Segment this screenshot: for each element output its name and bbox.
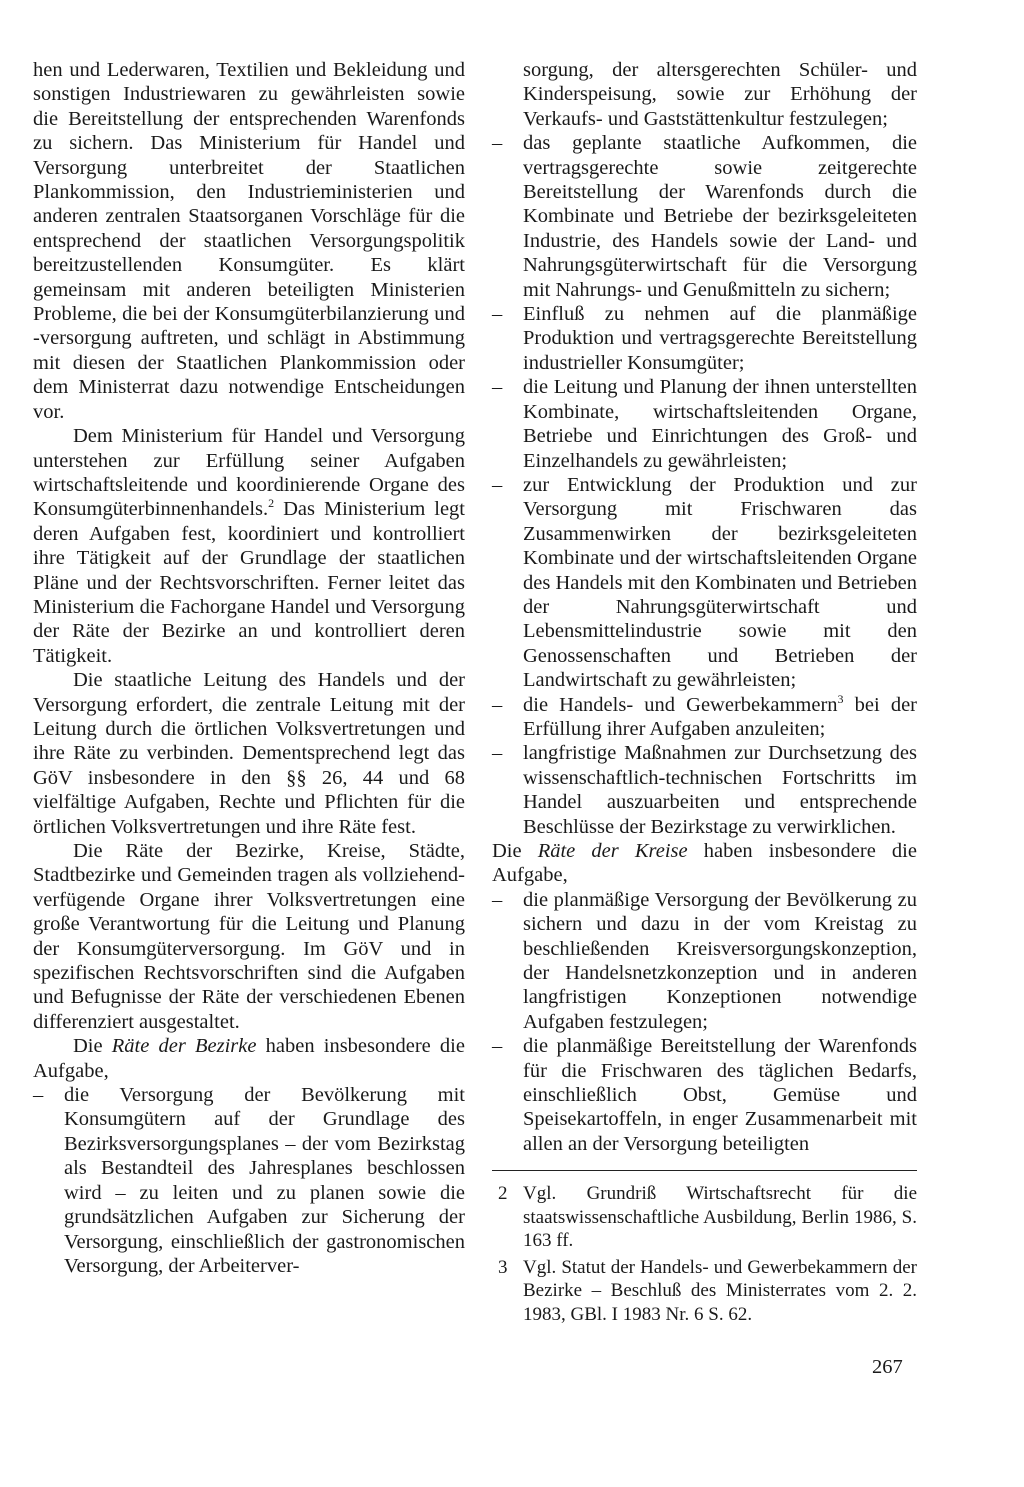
paragraph-text: Dem Ministerium für Handel und Versorgung unterstehen zur Erfüllung seiner Aufgaben wirtschaftsleitende und koordinierende Organe des Konsumgüterbinnenhandels.: [33, 425, 465, 521]
list-item: [492, 131, 917, 302]
dash-marker: –: [492, 303, 503, 326]
list-item-text: die planmäßige Bereitstellung der Warenfonds für die Frischwaren des täglichen Bedarfs, einschließlich Obst, Gemüse und Speisekartoffeln, in enger Zusammenarbeit mit allen an der Versorgung beteiligten: [523, 1035, 917, 1155]
footnote-text: Vgl. Statut der Handels- und Gewerbekammern der Bezirke – Beschluß des Ministerrates vom 2. 2. 1983, GBl. I 1983 Nr. 6 S. 62.: [523, 1256, 917, 1325]
footnote: [492, 1256, 917, 1327]
footnote-separator: [492, 1170, 917, 1171]
footnote: [492, 1182, 917, 1253]
dash-marker: –: [492, 132, 503, 155]
paragraph: [33, 1034, 465, 1083]
dash-marker: –: [492, 1035, 503, 1058]
paragraph-text: Das Ministerium legt deren Aufgaben fest, koordiniert und kontrolliert ihre Tätigkeit auf der Grundlage der staatlichen Pläne und der Rechtsvorschriften. Ferner leitet das Ministerium die Fachorgane Handel und Versorgung der Räte der Bezirke an und kontrolliert deren Tätigkeit.: [33, 498, 465, 667]
list-item-text: die Versorgung der Bevölkerung mit Konsumgütern auf der Grundlage des Bezirksversorgungsplanes – der vom Bezirkstag als Bestandteil des Jahresplanes beschlossen wird – zu leiten und zu planen sowie die grundsätzlichen Aufgaben zur Sicherung der Versorgung, einschließlich der gastronomischen Versorgung, der Arbeiterver-: [64, 1084, 465, 1277]
footnote-ref: 2: [268, 496, 275, 511]
dash-marker: –: [33, 1084, 44, 1107]
emphasis: Räte der Kreise: [537, 840, 688, 862]
list-item-text: sorgung, der altersgerechten Schüler- und Kinderspeisung, sowie zur Erhöhung der Verkaufs- und Gaststättenkultur festzulegen;: [523, 59, 917, 130]
paragraph: [33, 424, 465, 668]
list-item-text: langfristige Maßnahmen zur Durchsetzung des wissenschaftlich-technischen Fortschritts im Handel auszuarbeiten und entsprechende Beschlüsse der Bezirkstage zu verwirklichen.: [523, 742, 917, 838]
dash-marker: –: [492, 742, 503, 765]
dash-marker: –: [492, 693, 503, 716]
list-item-text: zur Entwicklung der Produktion und zur Versorgung mit Frischwaren das Zusammenwirken der bezirksgeleiteten Kombinate und der wirtschaftsleitenden Organe des Handels mit den Kombinaten und Betrieben der Nahrungsgüterwirtschaft und Lebensmittelindustrie sowie mit den Genossenschaften und Betrieben der Landwirtschaft zu gewährleisten;: [523, 473, 917, 692]
list-item-text: das geplante staatliche Aufkommen, die vertragsgerechte sowie zeitgerechte Bereitstellung der Warenfonds durch die Kombinate und Betriebe der bezirksgeleiteten Industrie, des Handels sowie der Land- und Nahrungsgüterwirtschaft für die Versorgung mit Nahrungs- und Genußmitteln zu sichern;: [523, 132, 917, 301]
list-item-text: die Leitung und Planung der ihnen unterstellten Kombinate, wirtschaftsleitenden Organe, Betriebe und Einrichtungen des Groß- und Einzelhandels zu gewährleisten;: [523, 376, 917, 472]
right-column: [492, 58, 917, 1329]
footnote-number: 2: [498, 1183, 508, 1205]
dash-marker: –: [492, 473, 503, 496]
list-item-continuation: [492, 58, 917, 131]
page-number: 267: [872, 1356, 903, 1378]
list-item: [492, 302, 917, 375]
list-item-text: die planmäßige Versorgung der Bevölkerung zu sichern und dazu in der vom Kreistag zu beschließenden Kreisversorgungskonzeption, der Handelsnetzkonzeption und in anderen langfristigen Konzeptionen notwendige Aufgaben festzulegen;: [523, 888, 917, 1033]
list-item: [492, 473, 917, 693]
list-item-text: Einfluß zu nehmen auf die planmäßige Produktion und vertragsgerechte Bereitstellung industrieller Konsumgüter;: [523, 303, 917, 374]
paragraph-text: haben insbesondere die Aufgabe,: [33, 1035, 465, 1082]
list-item: [492, 693, 917, 742]
emphasis: Räte der Bezirke: [111, 1035, 257, 1058]
dash-marker: –: [492, 888, 503, 911]
list-item: [492, 375, 917, 473]
paragraph: Die staatliche Leitung des Handels und der Versorgung erfordert, die zentrale Leitung mit der Leitung durch die örtlichen Volksvertretungen und ihre Räte zu verbinden. Dementsprechend legt das GöV insbesondere in den §§ 26, 44 und 68 vielfältige Aufgaben, Rechte und Pflichten für die örtlichen Volksvertretungen und ihre Räte fest.: [33, 669, 465, 838]
paragraph: hen und Lederwaren, Textilien und Bekleidung und sonstigen Industriewaren zu gewährleisten sowie die Bereitstellung der entsprechenden Warenfonds zu sichern. Das Ministerium für Handel und Versorgung unterbreitet der Staatlichen Plankommission, den Industrieministerien und anderen zentralen Staatsorganen Vorschläge für die entsprechend der staatlichen Versorgungspolitik bereitzustellenden Konsumgüter. Es klärt gemeinsam mit anderen beteiligten Ministerien Probleme, die bei der Konsumgüterbilanzierung und -versorgung auftreten, und schlägt in Abstimmung mit diesen der Staatlichen Plankommission oder dem Ministerrat dazu notwendige Entscheidungen vor.: [33, 59, 465, 423]
footnote-text: Vgl. Grundriß Wirtschaftsrecht für die staatswissenschaftliche Ausbildung, Berlin 1986, S. 163 ff.: [523, 1183, 917, 1252]
list-item-text: die Handels- und Gewerbekammern: [523, 693, 838, 716]
dash-marker: –: [492, 376, 503, 399]
paragraph-text: Die: [492, 840, 538, 862]
footnote-number: 3: [498, 1256, 508, 1278]
left-column: [33, 58, 465, 1278]
footnote-ref: 3: [837, 691, 844, 706]
list-item-text: bei der Erfüllung ihrer Aufgaben anzuleiten;: [523, 693, 917, 740]
paragraph-text: haben insbesondere die Aufgabe,: [492, 840, 917, 887]
list-item: [492, 888, 917, 1034]
list-item: [492, 741, 917, 839]
list-item: [33, 1083, 465, 1278]
paragraph: Die Räte der Bezirke, Kreise, Städte, Stadtbezirke und Gemeinden tragen als vollziehend-verfügende Organe ihrer Volksvertretungen eine große Verantwortung für die Leitung und Planung der Konsumgüterversorgung. Im GöV und in spezifischen Rechtsvorschriften sind die Aufgaben und Befugnisse der Räte der verschiedenen Ebenen differenziert ausgestaltet.: [33, 840, 465, 1033]
paragraph: [492, 839, 917, 888]
list-item: [492, 1034, 917, 1156]
paragraph-text: Die: [73, 1035, 112, 1058]
